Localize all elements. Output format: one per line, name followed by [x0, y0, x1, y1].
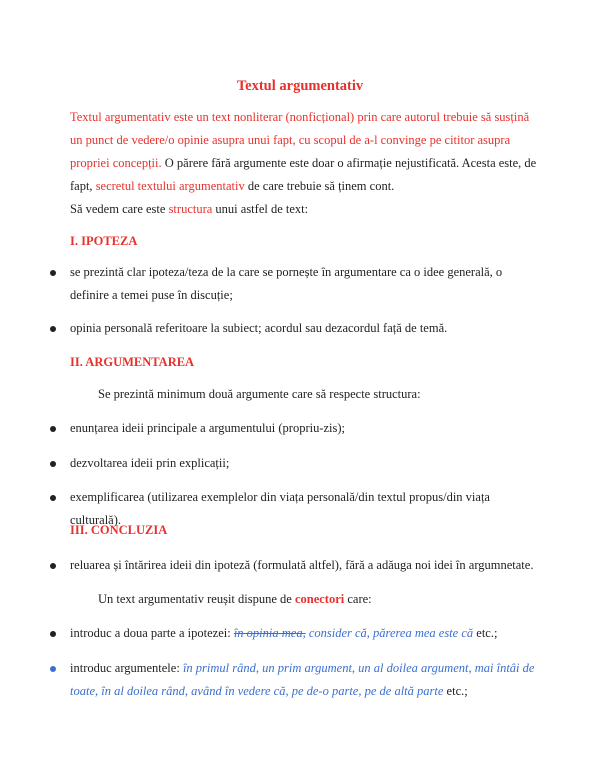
heading-concluzia: III. CONCLUZIA	[70, 523, 168, 537]
bullet-dot	[50, 495, 56, 501]
list-item: exemplificarea (utilizarea exemplelor din viața personală/din textul propus/din viața culturală).	[70, 490, 490, 527]
list-item: se prezintă clar ipoteza/teza de la care se pornește în argumentare ca o idee generală, o definire a temei puse în discuție;	[70, 265, 503, 302]
connectors-intro: Un text argumentativ reușit dispune de conectori care:	[98, 592, 372, 606]
list-item: dezvoltarea ideii prin explicații;	[70, 456, 230, 470]
connector-examples: consider că, părerea mea este că	[305, 626, 474, 640]
bullet-dot	[50, 666, 56, 672]
bullet-dot	[50, 461, 56, 467]
connector-examples: în primul rând, un prim argument, un al doilea argument, mai întâi de toate, în al doilea rând, având în vedere că, pe de-o parte, pe de altă parte	[70, 661, 535, 698]
intro-secret: secretul textului argumentativ	[95, 179, 245, 193]
heading-ipoteza: I. IPOTEZA	[70, 234, 138, 248]
list-item: enunțarea ideii principale a argumentului (propriu-zis);	[70, 421, 346, 435]
intro-definition: Textul argumentativ este un text nonliterar (nonficțional) prin care autorul trebuie să susțină un punct de vedere/o opinie asupra unui fapt, cu scopul de a-l convinge pe cititor asupra propriei concepții.	[70, 110, 530, 170]
connector-item: introduc argumentele: în primul rând, un prim argument, un al doilea argument, mai întâi de toate, în al doilea rând, având în vedere că, pe de-o parte, pe de altă parte etc.;	[70, 661, 535, 698]
structure-line: Să vedem care este structura unui astfel de text:	[70, 202, 309, 216]
bullet-dot	[50, 631, 56, 637]
intro-text-end: de care trebuie să ținem cont.	[244, 179, 395, 193]
argumentarea-intro: Se prezintă minimum două argumente care să respecte structura:	[98, 387, 421, 401]
connectors-highlight: conectori	[294, 592, 345, 606]
connector-item: introduc a doua parte a ipotezei: în opinia mea, consider că, părerea mea este că etc.;	[70, 626, 498, 640]
list-item: opinia personală referitoare la subiect; acordul sau dezacordul față de temă.	[70, 321, 448, 335]
list-item: reluarea și întărirea ideii din ipoteză (formulată altfel), fără a adăuga noi idei în argumnetate.	[70, 558, 534, 572]
structure-highlight: structura	[168, 202, 213, 216]
intro-paragraph	[70, 106, 540, 198]
bullet-dot	[50, 563, 56, 569]
intro-text: O părere fără argumente este doar o afirmație nejustificată. Acesta este, de fapt,	[70, 156, 537, 193]
document-title: Textul argumentativ	[236, 78, 364, 94]
heading-argumentarea: II. ARGUMENTAREA	[70, 355, 195, 369]
bullet-dot	[50, 270, 56, 276]
struck-example: în opinia mea,	[233, 626, 306, 640]
bullet-dot	[50, 326, 56, 332]
bullet-dot	[50, 426, 56, 432]
